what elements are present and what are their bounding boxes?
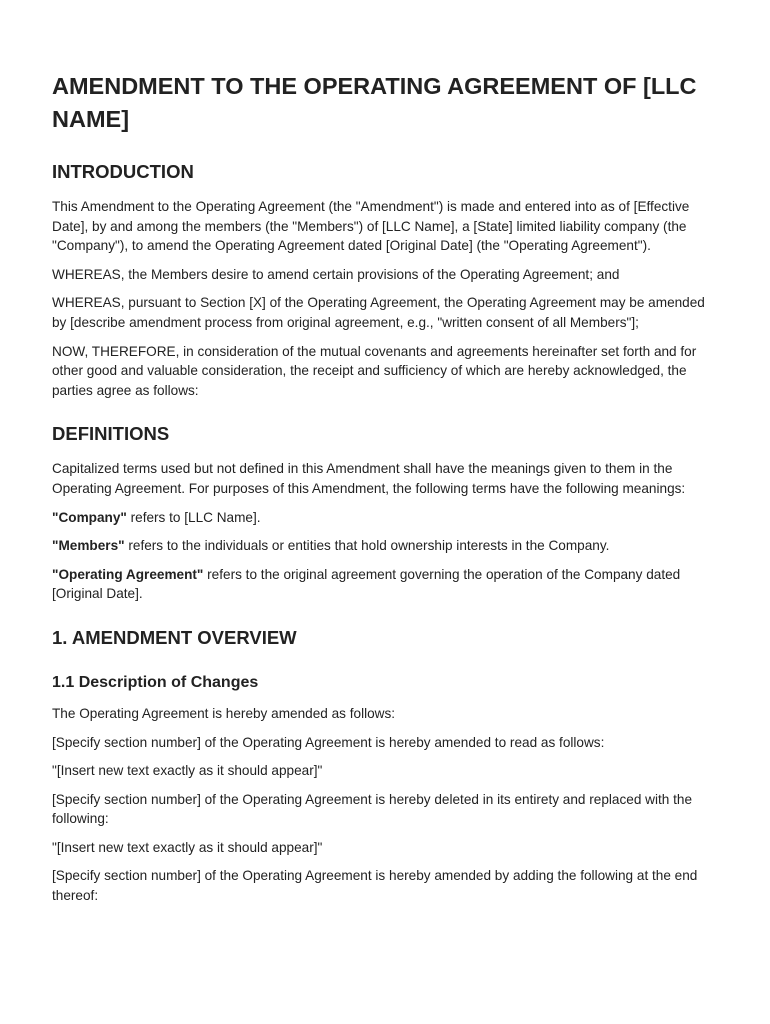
now-therefore-paragraph: NOW, THEREFORE, in consideration of the mutual covenants and agreements hereinafter set forth and for other good and valuable consideration, the receipt and sufficiency of which are hereby acknowledged, the parties agree as follows: (52, 343, 697, 398)
document-title: AMENDMENT TO THE OPERATING AGREEMENT OF [LLC NAME] (52, 73, 697, 132)
whereas-paragraph: WHEREAS, pursuant to Section [X] of the Operating Agreement, the Operating Agreement may be amended by [describe amendment process from original agreement, e.g., "written consent of all Members"]; (52, 295, 705, 330)
amendment-paragraph: The Operating Agreement is hereby amended as follows: (52, 705, 396, 721)
definition-item (52, 508, 720, 528)
definition-term: "Company" (52, 509, 127, 525)
definition-item (52, 565, 720, 604)
amendment-quote: "[Insert new text exactly as it should appear]" (52, 839, 323, 855)
definition-text: refers to [LLC Name]. (126, 509, 261, 525)
amendment-paragraph: [Specify section number] of the Operating Agreement is hereby amended to read as follows: (52, 734, 605, 750)
amendment-paragraph: [Specify section number] of the Operating Agreement is hereby deleted in its entirety and replaced with the following: (52, 791, 693, 827)
definition-term: "Members" (52, 538, 125, 554)
section-1-heading: 1. AMENDMENT OVERVIEW (52, 626, 297, 648)
definition-term: "Operating Agreement" (52, 566, 204, 582)
document-page (52, 70, 720, 906)
amendment-paragraph: [Specify section number] of the Operating Agreement is hereby amended by adding the following at the end thereof: (52, 868, 698, 904)
definitions-heading: DEFINITIONS (52, 423, 170, 445)
definition-text: refers to the individuals or entities that hold ownership interests in the Company. (124, 538, 610, 554)
introduction-paragraph: This Amendment to the Operating Agreement (the "Amendment") is made and entered into as of [Effective Date], by and among the members (the "Members") of [LLC Name], a [State] limited liability company (the "Company"), to amend the Operating Agreement dated [Original Date] (the "Operating Agreement"). (52, 199, 690, 254)
introduction-heading: INTRODUCTION (52, 161, 194, 182)
definition-item (52, 536, 720, 556)
amendment-quote: "[Insert new text exactly as it should appear]" (52, 763, 323, 779)
definitions-intro: Capitalized terms used but not defined in this Amendment shall have the meanings given to them in the Operating Agreement. For purposes of this Amendment, the following terms have the following meanings: (52, 461, 686, 496)
whereas-paragraph: WHEREAS, the Members desire to amend certain provisions of the Operating Agreement; and (52, 266, 620, 282)
subsection-1-1-heading: 1.1 Description of Changes (52, 673, 259, 691)
definition-text: refers to the original agreement governing the operation of the Company dated [Original Date]. (52, 566, 681, 602)
